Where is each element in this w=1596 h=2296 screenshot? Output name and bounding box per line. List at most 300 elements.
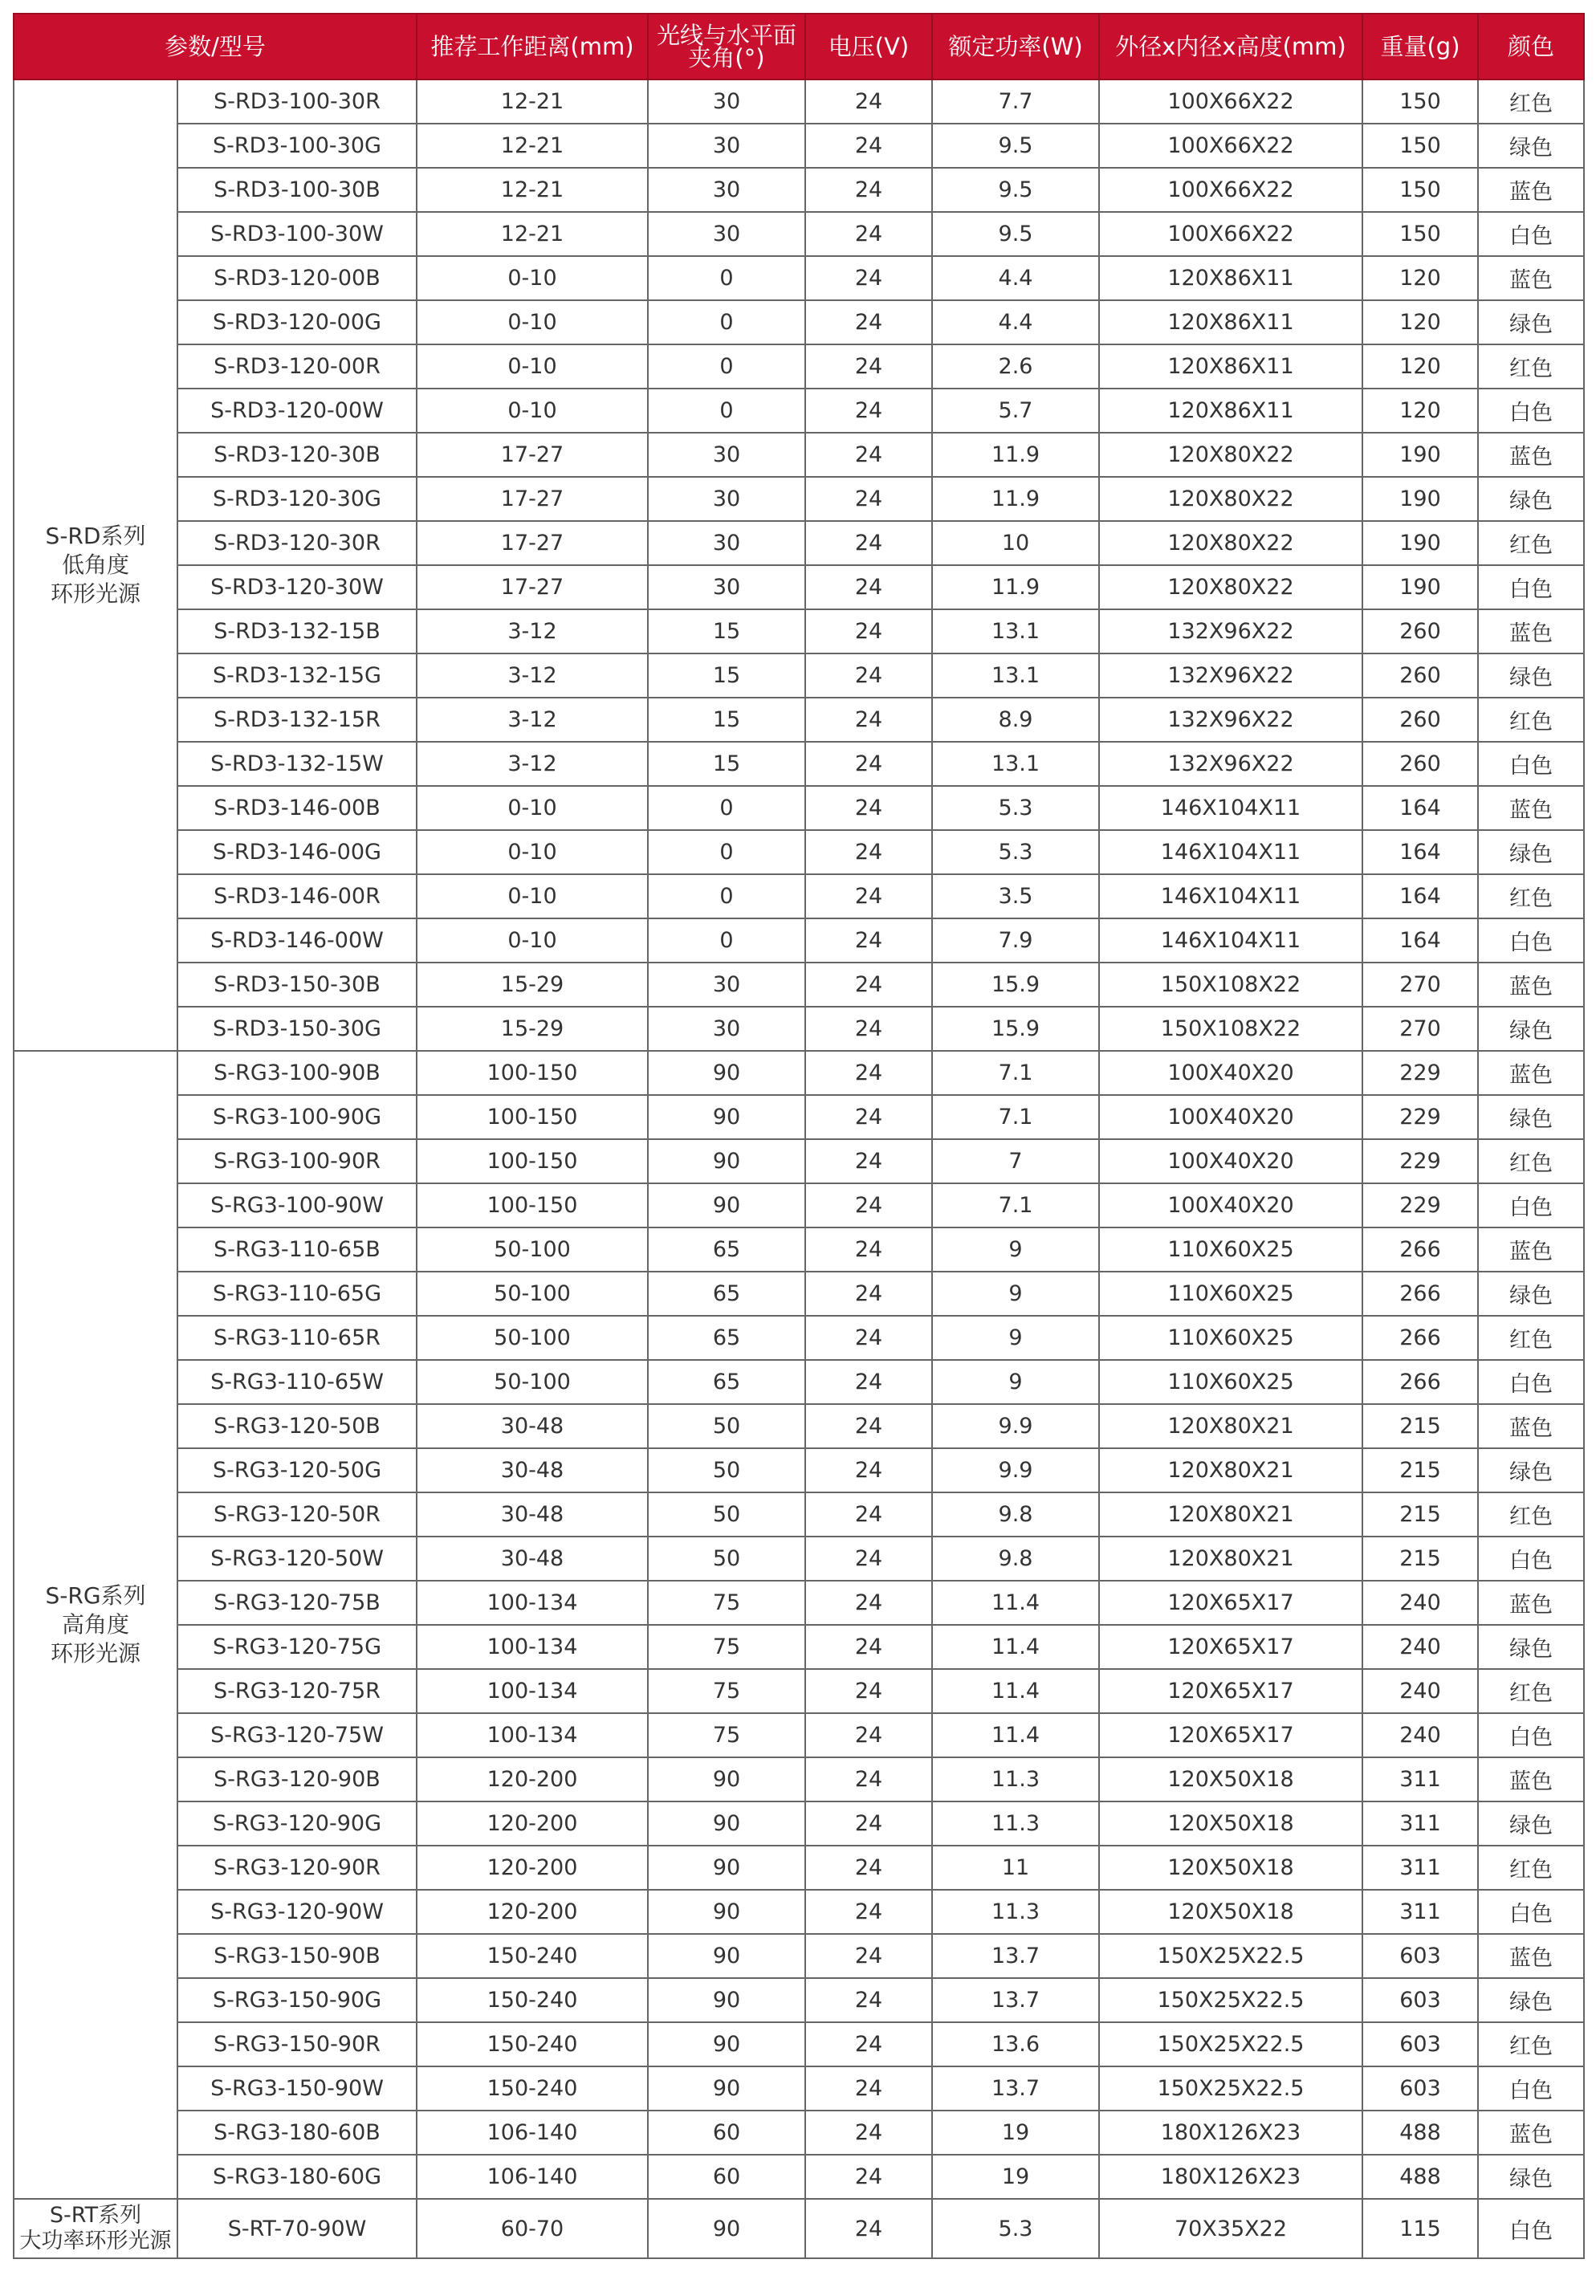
cell-voltage: 24 bbox=[805, 1978, 932, 2022]
cell-weight: 603 bbox=[1362, 1978, 1478, 2022]
cell-dims: 146X104X11 bbox=[1099, 874, 1362, 918]
cell-distance: 150-240 bbox=[417, 2066, 648, 2111]
cell-power: 7 bbox=[932, 1139, 1099, 1183]
table-row bbox=[14, 874, 1584, 918]
cell-power: 13.6 bbox=[932, 2022, 1099, 2066]
cell-power: 2.6 bbox=[932, 344, 1099, 389]
cell-angle: 50 bbox=[648, 1448, 805, 1492]
header-color: 颜色 bbox=[1478, 14, 1584, 79]
cell-voltage: 24 bbox=[805, 1492, 932, 1537]
cell-angle: 50 bbox=[648, 1492, 805, 1537]
cell-distance: 0-10 bbox=[417, 874, 648, 918]
cell-power: 13.1 bbox=[932, 742, 1099, 786]
cell-model: S-RD3-100-30G bbox=[177, 124, 417, 168]
table-row bbox=[14, 1051, 1584, 1095]
cell-distance: 60-70 bbox=[417, 2199, 648, 2258]
cell-color: 蓝色 bbox=[1478, 1581, 1584, 1625]
cell-color: 绿色 bbox=[1478, 1272, 1584, 1316]
cell-distance: 3-12 bbox=[417, 742, 648, 786]
series-label-line: 环形光源 bbox=[50, 580, 140, 607]
table-row bbox=[14, 2111, 1584, 2155]
cell-power: 7.1 bbox=[932, 1183, 1099, 1227]
cell-dims: 120X80X21 bbox=[1099, 1448, 1362, 1492]
cell-distance: 120-200 bbox=[417, 1801, 648, 1846]
cell-model: S-RG3-110-65B bbox=[177, 1227, 417, 1272]
cell-voltage: 24 bbox=[805, 1139, 932, 1183]
cell-color: 红色 bbox=[1478, 1669, 1584, 1713]
cell-model: S-RD3-132-15R bbox=[177, 698, 417, 742]
table-row bbox=[14, 1801, 1584, 1846]
cell-weight: 266 bbox=[1362, 1316, 1478, 1360]
cell-distance: 120-200 bbox=[417, 1757, 648, 1801]
cell-weight: 190 bbox=[1362, 521, 1478, 565]
cell-dims: 110X60X25 bbox=[1099, 1316, 1362, 1360]
cell-distance: 150-240 bbox=[417, 1978, 648, 2022]
table-row bbox=[14, 830, 1584, 874]
cell-color: 红色 bbox=[1478, 1139, 1584, 1183]
cell-color: 绿色 bbox=[1478, 300, 1584, 344]
table-row bbox=[14, 2155, 1584, 2199]
cell-color: 蓝色 bbox=[1478, 1227, 1584, 1272]
cell-model: S-RT-70-90W bbox=[177, 2199, 417, 2258]
series-label-line: S-RT系列 bbox=[49, 2203, 142, 2228]
cell-weight: 164 bbox=[1362, 786, 1478, 830]
cell-color: 蓝色 bbox=[1478, 786, 1584, 830]
cell-power: 11.3 bbox=[932, 1890, 1099, 1934]
cell-model: S-RG3-150-90R bbox=[177, 2022, 417, 2066]
table-row bbox=[14, 1581, 1584, 1625]
cell-weight: 215 bbox=[1362, 1537, 1478, 1581]
cell-angle: 0 bbox=[648, 830, 805, 874]
cell-power: 9.9 bbox=[932, 1448, 1099, 1492]
cell-distance: 120-200 bbox=[417, 1890, 648, 1934]
cell-model: S-RG3-100-90R bbox=[177, 1139, 417, 1183]
cell-dims: 120X50X18 bbox=[1099, 1801, 1362, 1846]
cell-angle: 75 bbox=[648, 1669, 805, 1713]
cell-distance: 15-29 bbox=[417, 963, 648, 1007]
cell-angle: 15 bbox=[648, 653, 805, 698]
cell-power: 11.9 bbox=[932, 477, 1099, 521]
cell-power: 9 bbox=[932, 1227, 1099, 1272]
table-row bbox=[14, 653, 1584, 698]
cell-voltage: 24 bbox=[805, 1757, 932, 1801]
cell-model: S-RG3-100-90G bbox=[177, 1095, 417, 1139]
table-row bbox=[14, 698, 1584, 742]
cell-weight: 115 bbox=[1362, 2199, 1478, 2258]
cell-voltage: 24 bbox=[805, 874, 932, 918]
cell-dims: 110X60X25 bbox=[1099, 1272, 1362, 1316]
cell-dims: 120X86X11 bbox=[1099, 344, 1362, 389]
table-row bbox=[14, 1316, 1584, 1360]
cell-model: S-RD3-120-00B bbox=[177, 256, 417, 300]
cell-color: 蓝色 bbox=[1478, 2111, 1584, 2155]
cell-angle: 30 bbox=[648, 521, 805, 565]
cell-power: 5.3 bbox=[932, 830, 1099, 874]
cell-dims: 120X50X18 bbox=[1099, 1757, 1362, 1801]
cell-distance: 3-12 bbox=[417, 609, 648, 653]
table-row bbox=[14, 124, 1584, 168]
cell-dims: 110X60X25 bbox=[1099, 1227, 1362, 1272]
cell-color: 绿色 bbox=[1478, 124, 1584, 168]
table-row bbox=[14, 521, 1584, 565]
table-row bbox=[14, 2199, 1584, 2258]
cell-model: S-RG3-180-60G bbox=[177, 2155, 417, 2199]
spec-table bbox=[13, 13, 1585, 2259]
table-row bbox=[14, 742, 1584, 786]
cell-distance: 100-134 bbox=[417, 1669, 648, 1713]
cell-power: 11.4 bbox=[932, 1713, 1099, 1757]
cell-dims: 150X25X22.5 bbox=[1099, 1934, 1362, 1978]
cell-power: 5.3 bbox=[932, 786, 1099, 830]
cell-angle: 30 bbox=[648, 212, 805, 256]
table-row bbox=[14, 389, 1584, 433]
cell-dims: 146X104X11 bbox=[1099, 786, 1362, 830]
cell-power: 11.9 bbox=[932, 433, 1099, 477]
cell-weight: 260 bbox=[1362, 698, 1478, 742]
cell-color: 蓝色 bbox=[1478, 256, 1584, 300]
cell-power: 11.3 bbox=[932, 1801, 1099, 1846]
cell-model: S-RG3-120-50B bbox=[177, 1404, 417, 1448]
cell-power: 5.3 bbox=[932, 2199, 1099, 2258]
table-row bbox=[14, 2022, 1584, 2066]
cell-color: 红色 bbox=[1478, 1492, 1584, 1537]
cell-color: 白色 bbox=[1478, 1360, 1584, 1404]
cell-weight: 603 bbox=[1362, 2066, 1478, 2111]
cell-color: 白色 bbox=[1478, 1713, 1584, 1757]
cell-distance: 50-100 bbox=[417, 1360, 648, 1404]
cell-color: 绿色 bbox=[1478, 1448, 1584, 1492]
cell-weight: 311 bbox=[1362, 1801, 1478, 1846]
table-row bbox=[14, 300, 1584, 344]
cell-model: S-RG3-150-90G bbox=[177, 1978, 417, 2022]
table-row bbox=[14, 477, 1584, 521]
cell-dims: 120X65X17 bbox=[1099, 1625, 1362, 1669]
cell-power: 9.5 bbox=[932, 168, 1099, 212]
cell-power: 11.9 bbox=[932, 565, 1099, 609]
cell-color: 绿色 bbox=[1478, 1095, 1584, 1139]
cell-power: 8.9 bbox=[932, 698, 1099, 742]
cell-distance: 12-21 bbox=[417, 79, 648, 124]
cell-power: 11.4 bbox=[932, 1581, 1099, 1625]
cell-weight: 190 bbox=[1362, 565, 1478, 609]
series-label bbox=[14, 1051, 177, 2199]
cell-voltage: 24 bbox=[805, 742, 932, 786]
cell-dims: 120X65X17 bbox=[1099, 1669, 1362, 1713]
series-label bbox=[14, 79, 177, 1051]
header-voltage: 电压(V) bbox=[805, 14, 932, 79]
cell-model: S-RG3-120-90W bbox=[177, 1890, 417, 1934]
cell-color: 蓝色 bbox=[1478, 963, 1584, 1007]
cell-model: S-RD3-146-00B bbox=[177, 786, 417, 830]
cell-power: 13.1 bbox=[932, 653, 1099, 698]
table-row bbox=[14, 1360, 1584, 1404]
cell-model: S-RG3-180-60B bbox=[177, 2111, 417, 2155]
cell-color: 蓝色 bbox=[1478, 1934, 1584, 1978]
cell-dims: 120X80X22 bbox=[1099, 477, 1362, 521]
cell-weight: 240 bbox=[1362, 1713, 1478, 1757]
cell-weight: 229 bbox=[1362, 1139, 1478, 1183]
cell-dims: 120X80X22 bbox=[1099, 565, 1362, 609]
cell-color: 蓝色 bbox=[1478, 168, 1584, 212]
cell-color: 白色 bbox=[1478, 742, 1584, 786]
cell-weight: 240 bbox=[1362, 1625, 1478, 1669]
cell-model: S-RG3-120-75W bbox=[177, 1713, 417, 1757]
cell-model: S-RG3-120-50R bbox=[177, 1492, 417, 1537]
cell-model: S-RG3-120-90B bbox=[177, 1757, 417, 1801]
cell-voltage: 24 bbox=[805, 1095, 932, 1139]
cell-distance: 17-27 bbox=[417, 433, 648, 477]
cell-voltage: 24 bbox=[805, 1316, 932, 1360]
cell-voltage: 24 bbox=[805, 1934, 932, 1978]
cell-voltage: 24 bbox=[805, 698, 932, 742]
cell-color: 绿色 bbox=[1478, 1007, 1584, 1051]
cell-color: 蓝色 bbox=[1478, 1051, 1584, 1095]
cell-color: 红色 bbox=[1478, 79, 1584, 124]
cell-angle: 90 bbox=[648, 1757, 805, 1801]
cell-weight: 190 bbox=[1362, 477, 1478, 521]
cell-voltage: 24 bbox=[805, 344, 932, 389]
cell-weight: 488 bbox=[1362, 2111, 1478, 2155]
cell-voltage: 24 bbox=[805, 433, 932, 477]
series-label-line: 高角度 bbox=[61, 1611, 129, 1638]
cell-dims: 120X80X22 bbox=[1099, 433, 1362, 477]
cell-angle: 60 bbox=[648, 2111, 805, 2155]
cell-weight: 229 bbox=[1362, 1183, 1478, 1227]
cell-power: 13.7 bbox=[932, 1978, 1099, 2022]
series-label-line: S-RG系列 bbox=[45, 1582, 146, 1609]
cell-distance: 120-200 bbox=[417, 1846, 648, 1890]
cell-angle: 90 bbox=[648, 1139, 805, 1183]
table-row bbox=[14, 1227, 1584, 1272]
cell-model: S-RG3-120-75G bbox=[177, 1625, 417, 1669]
cell-model: S-RG3-110-65R bbox=[177, 1316, 417, 1360]
header-dims: 外径x内径x高度(mm) bbox=[1099, 14, 1362, 79]
table-row bbox=[14, 918, 1584, 963]
cell-angle: 90 bbox=[648, 1890, 805, 1934]
cell-weight: 270 bbox=[1362, 1007, 1478, 1051]
cell-dims: 120X80X21 bbox=[1099, 1492, 1362, 1537]
cell-dims: 100X66X22 bbox=[1099, 79, 1362, 124]
cell-angle: 65 bbox=[648, 1227, 805, 1272]
cell-dims: 120X50X18 bbox=[1099, 1846, 1362, 1890]
cell-dims: 146X104X11 bbox=[1099, 830, 1362, 874]
cell-voltage: 24 bbox=[805, 256, 932, 300]
cell-power: 13.7 bbox=[932, 2066, 1099, 2111]
cell-dims: 100X66X22 bbox=[1099, 124, 1362, 168]
cell-model: S-RG3-100-90W bbox=[177, 1183, 417, 1227]
cell-voltage: 24 bbox=[805, 653, 932, 698]
cell-distance: 30-48 bbox=[417, 1537, 648, 1581]
cell-model: S-RG3-150-90B bbox=[177, 1934, 417, 1978]
header-row bbox=[14, 14, 1584, 79]
cell-distance: 12-21 bbox=[417, 168, 648, 212]
cell-color: 红色 bbox=[1478, 698, 1584, 742]
cell-distance: 100-134 bbox=[417, 1581, 648, 1625]
cell-color: 白色 bbox=[1478, 565, 1584, 609]
cell-power: 11.4 bbox=[932, 1669, 1099, 1713]
cell-distance: 17-27 bbox=[417, 565, 648, 609]
cell-angle: 90 bbox=[648, 1183, 805, 1227]
cell-weight: 215 bbox=[1362, 1448, 1478, 1492]
cell-angle: 90 bbox=[648, 1801, 805, 1846]
cell-angle: 0 bbox=[648, 786, 805, 830]
cell-power: 7.9 bbox=[932, 918, 1099, 963]
cell-model: S-RG3-120-75B bbox=[177, 1581, 417, 1625]
cell-dims: 150X25X22.5 bbox=[1099, 2022, 1362, 2066]
table-row bbox=[14, 1139, 1584, 1183]
cell-dims: 100X66X22 bbox=[1099, 212, 1362, 256]
cell-color: 蓝色 bbox=[1478, 1404, 1584, 1448]
table-row bbox=[14, 2066, 1584, 2111]
cell-power: 9.8 bbox=[932, 1492, 1099, 1537]
cell-voltage: 24 bbox=[805, 1713, 932, 1757]
table-row bbox=[14, 565, 1584, 609]
cell-power: 15.9 bbox=[932, 1007, 1099, 1051]
cell-dims: 120X80X21 bbox=[1099, 1404, 1362, 1448]
cell-color: 白色 bbox=[1478, 389, 1584, 433]
cell-angle: 90 bbox=[648, 1095, 805, 1139]
cell-distance: 3-12 bbox=[417, 653, 648, 698]
table-row bbox=[14, 963, 1584, 1007]
cell-weight: 190 bbox=[1362, 433, 1478, 477]
table-row bbox=[14, 609, 1584, 653]
cell-weight: 164 bbox=[1362, 918, 1478, 963]
cell-distance: 0-10 bbox=[417, 256, 648, 300]
cell-color: 白色 bbox=[1478, 918, 1584, 963]
table-row bbox=[14, 1404, 1584, 1448]
cell-distance: 15-29 bbox=[417, 1007, 648, 1051]
cell-voltage: 24 bbox=[805, 2111, 932, 2155]
cell-color: 绿色 bbox=[1478, 1978, 1584, 2022]
cell-distance: 100-134 bbox=[417, 1713, 648, 1757]
table-row bbox=[14, 786, 1584, 830]
cell-distance: 50-100 bbox=[417, 1227, 648, 1272]
table-row bbox=[14, 1757, 1584, 1801]
cell-power: 9 bbox=[932, 1272, 1099, 1316]
cell-voltage: 24 bbox=[805, 477, 932, 521]
table-row bbox=[14, 212, 1584, 256]
cell-weight: 603 bbox=[1362, 1934, 1478, 1978]
cell-angle: 90 bbox=[648, 2022, 805, 2066]
cell-angle: 0 bbox=[648, 300, 805, 344]
cell-weight: 260 bbox=[1362, 653, 1478, 698]
cell-weight: 229 bbox=[1362, 1051, 1478, 1095]
cell-model: S-RD3-150-30B bbox=[177, 963, 417, 1007]
cell-dims: 132X96X22 bbox=[1099, 609, 1362, 653]
cell-voltage: 24 bbox=[805, 830, 932, 874]
table-row bbox=[14, 1448, 1584, 1492]
cell-power: 9.8 bbox=[932, 1537, 1099, 1581]
cell-power: 19 bbox=[932, 2111, 1099, 2155]
table-row bbox=[14, 1272, 1584, 1316]
cell-weight: 311 bbox=[1362, 1890, 1478, 1934]
cell-angle: 0 bbox=[648, 874, 805, 918]
cell-model: S-RG3-120-50G bbox=[177, 1448, 417, 1492]
cell-distance: 50-100 bbox=[417, 1316, 648, 1360]
cell-model: S-RD3-120-30G bbox=[177, 477, 417, 521]
cell-dims: 150X108X22 bbox=[1099, 963, 1362, 1007]
table-row bbox=[14, 168, 1584, 212]
cell-angle: 30 bbox=[648, 963, 805, 1007]
cell-dims: 180X126X23 bbox=[1099, 2155, 1362, 2199]
cell-angle: 30 bbox=[648, 1007, 805, 1051]
cell-voltage: 24 bbox=[805, 1801, 932, 1846]
cell-dims: 100X40X20 bbox=[1099, 1051, 1362, 1095]
cell-power: 15.9 bbox=[932, 963, 1099, 1007]
cell-distance: 0-10 bbox=[417, 300, 648, 344]
cell-dims: 120X80X21 bbox=[1099, 1537, 1362, 1581]
table-row bbox=[14, 1978, 1584, 2022]
cell-angle: 90 bbox=[648, 1051, 805, 1095]
cell-voltage: 24 bbox=[805, 1448, 932, 1492]
cell-dims: 150X25X22.5 bbox=[1099, 2066, 1362, 2111]
cell-model: S-RD3-150-30G bbox=[177, 1007, 417, 1051]
cell-weight: 311 bbox=[1362, 1757, 1478, 1801]
cell-distance: 30-48 bbox=[417, 1492, 648, 1537]
cell-power: 4.4 bbox=[932, 256, 1099, 300]
cell-voltage: 24 bbox=[805, 1007, 932, 1051]
table-body bbox=[14, 79, 1584, 2258]
cell-voltage: 24 bbox=[805, 300, 932, 344]
cell-weight: 240 bbox=[1362, 1669, 1478, 1713]
cell-model: S-RD3-146-00R bbox=[177, 874, 417, 918]
cell-angle: 15 bbox=[648, 742, 805, 786]
cell-angle: 30 bbox=[648, 565, 805, 609]
cell-weight: 240 bbox=[1362, 1581, 1478, 1625]
cell-angle: 90 bbox=[648, 1934, 805, 1978]
cell-model: S-RD3-132-15W bbox=[177, 742, 417, 786]
cell-distance: 100-150 bbox=[417, 1183, 648, 1227]
cell-model: S-RD3-120-00R bbox=[177, 344, 417, 389]
cell-weight: 229 bbox=[1362, 1095, 1478, 1139]
cell-distance: 12-21 bbox=[417, 212, 648, 256]
cell-distance: 50-100 bbox=[417, 1272, 648, 1316]
cell-voltage: 24 bbox=[805, 2199, 932, 2258]
cell-color: 红色 bbox=[1478, 874, 1584, 918]
cell-dims: 120X65X17 bbox=[1099, 1713, 1362, 1757]
cell-voltage: 24 bbox=[805, 1051, 932, 1095]
cell-power: 19 bbox=[932, 2155, 1099, 2199]
cell-power: 7.1 bbox=[932, 1095, 1099, 1139]
cell-power: 7.1 bbox=[932, 1051, 1099, 1095]
cell-color: 绿色 bbox=[1478, 1625, 1584, 1669]
table-row bbox=[14, 1934, 1584, 1978]
cell-power: 7.7 bbox=[932, 79, 1099, 124]
cell-weight: 164 bbox=[1362, 874, 1478, 918]
cell-angle: 30 bbox=[648, 433, 805, 477]
cell-dims: 100X40X20 bbox=[1099, 1139, 1362, 1183]
cell-color: 红色 bbox=[1478, 1846, 1584, 1890]
cell-angle: 75 bbox=[648, 1713, 805, 1757]
cell-weight: 266 bbox=[1362, 1360, 1478, 1404]
cell-voltage: 24 bbox=[805, 918, 932, 963]
cell-power: 9.9 bbox=[932, 1404, 1099, 1448]
cell-model: S-RD3-146-00G bbox=[177, 830, 417, 874]
cell-dims: 70X35X22 bbox=[1099, 2199, 1362, 2258]
cell-weight: 215 bbox=[1362, 1492, 1478, 1537]
cell-color: 白色 bbox=[1478, 1890, 1584, 1934]
cell-voltage: 24 bbox=[805, 1360, 932, 1404]
cell-weight: 260 bbox=[1362, 742, 1478, 786]
cell-angle: 30 bbox=[648, 168, 805, 212]
cell-angle: 30 bbox=[648, 124, 805, 168]
cell-model: S-RG3-150-90W bbox=[177, 2066, 417, 2111]
series-label bbox=[14, 2199, 177, 2258]
table-row bbox=[14, 433, 1584, 477]
cell-color: 红色 bbox=[1478, 1316, 1584, 1360]
cell-power: 11.4 bbox=[932, 1625, 1099, 1669]
cell-distance: 17-27 bbox=[417, 477, 648, 521]
